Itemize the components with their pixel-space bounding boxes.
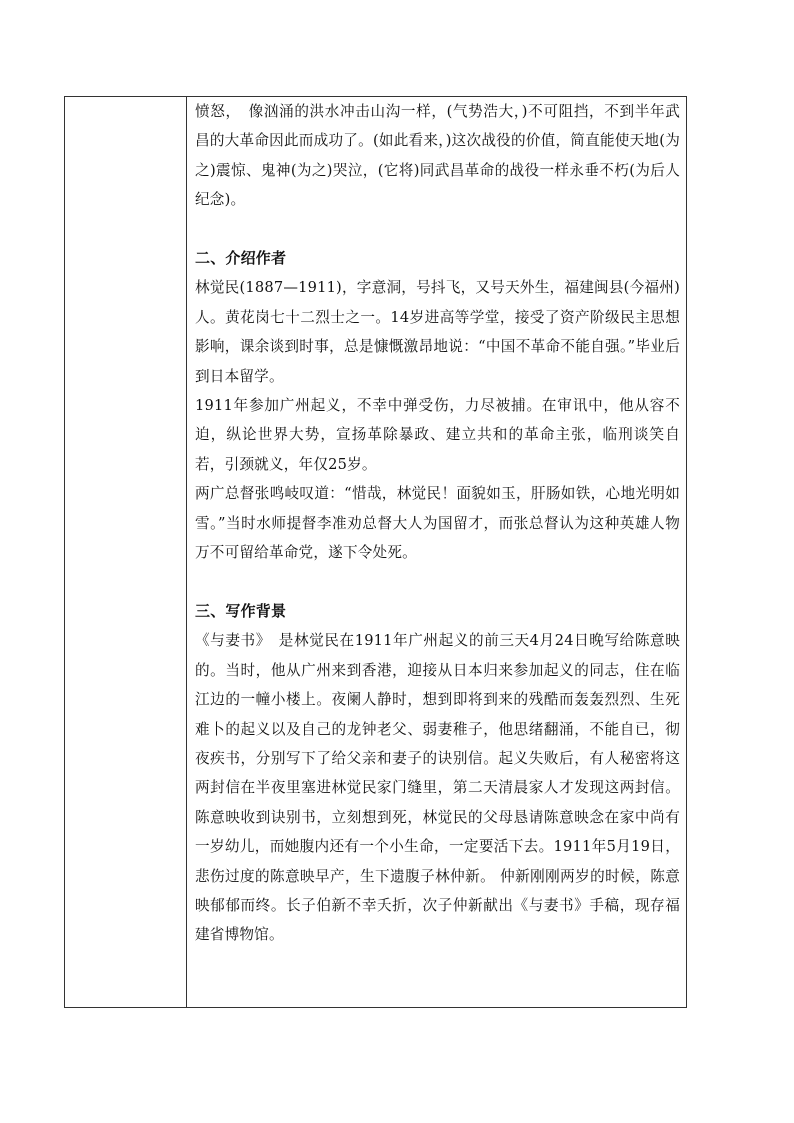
- section-heading-author: 二、介绍作者: [195, 249, 287, 268]
- content-cell: [187, 97, 687, 1008]
- author-paragraph-2: 1911年参加广州起义，不幸中弹受伤，力尽被捕。在审讯中，他从容不迫，纵论世界大势，宣扬革除暴政、建立共和的革命主张，临刑谈笑自若，引颈就义，年仅25岁。: [195, 397, 680, 473]
- left-empty-cell: [65, 97, 187, 1008]
- background-paragraph-1: 《与妻书》 是林觉民在1911年广州起义的前三天4月24日晚写给陈意映的。当时，他从广州来到香港，迎接从日本归来参加起义的同志，住在临江边的一幢小楼上。夜阑人静时，想到即将到来的残酷而轰轰烈烈、生死难卜的起义以及自己的龙钟老父、弱妻稚子，他思绪翻涌，不能自已，彻夜疾书，分别写下了给父亲和妻子的诀别信。起义失败后，有人秘密将这两封信在半夜里塞进林觉民家门缝里，第二天清晨家人才发现这两封信。陈意映收到诀别书，立刻想到死，林觉民的父母恳请陈意映念在家中尚有一岁幼儿，而她腹内还有一个小生命，一定要活下去。1911年5月19日，悲伤过度的陈意映早产，生下遗腹子林仲新。 仲新刚刚两岁的时候，陈意映郁郁而终。长子伯新不幸夭折，次子仲新献出《与妻书》手稿，现存福建省博物馆。: [195, 632, 680, 944]
- author-paragraph-3: 两广总督张鸣岐叹道：“惜哉，林觉民！面貌如玉，肝肠如铁，心地光明如雪。”当时水师提督李准劝总督大人为国留才，而张总督认为这种英雄人物万不可留给革命党，遂下令处死。: [195, 485, 680, 562]
- spacer: [195, 215, 680, 244]
- spacer: [195, 567, 680, 596]
- content-body: [187, 97, 686, 950]
- intro-paragraph: 愤怒， 像汹涌的洪水冲击山沟一样，(气势浩大，)不可阻挡，不到半年武昌的大革命因此而成功了。(如此看来，)这次战役的价值，简直能使天地(为之)震惊、鬼神(为之)哭泣，(它将)同武昌革命的战役一样永垂不朽(为后人纪念)。: [195, 103, 680, 209]
- document-table: [64, 96, 687, 1008]
- section-heading-background: 三、写作背景: [195, 601, 287, 620]
- table-row: [65, 97, 687, 1008]
- author-paragraph-1: 林觉民(1887—1911)，字意洞，号抖飞，又号天外生，福建闽县(今福州)人。黄花岗七十二烈士之一。14岁进高等学堂，接受了资产阶级民主思想影响，课余谈到时事，总是慷慨激昂地说：“中国不革命不能自强。”毕业后到日本留学。: [195, 279, 680, 385]
